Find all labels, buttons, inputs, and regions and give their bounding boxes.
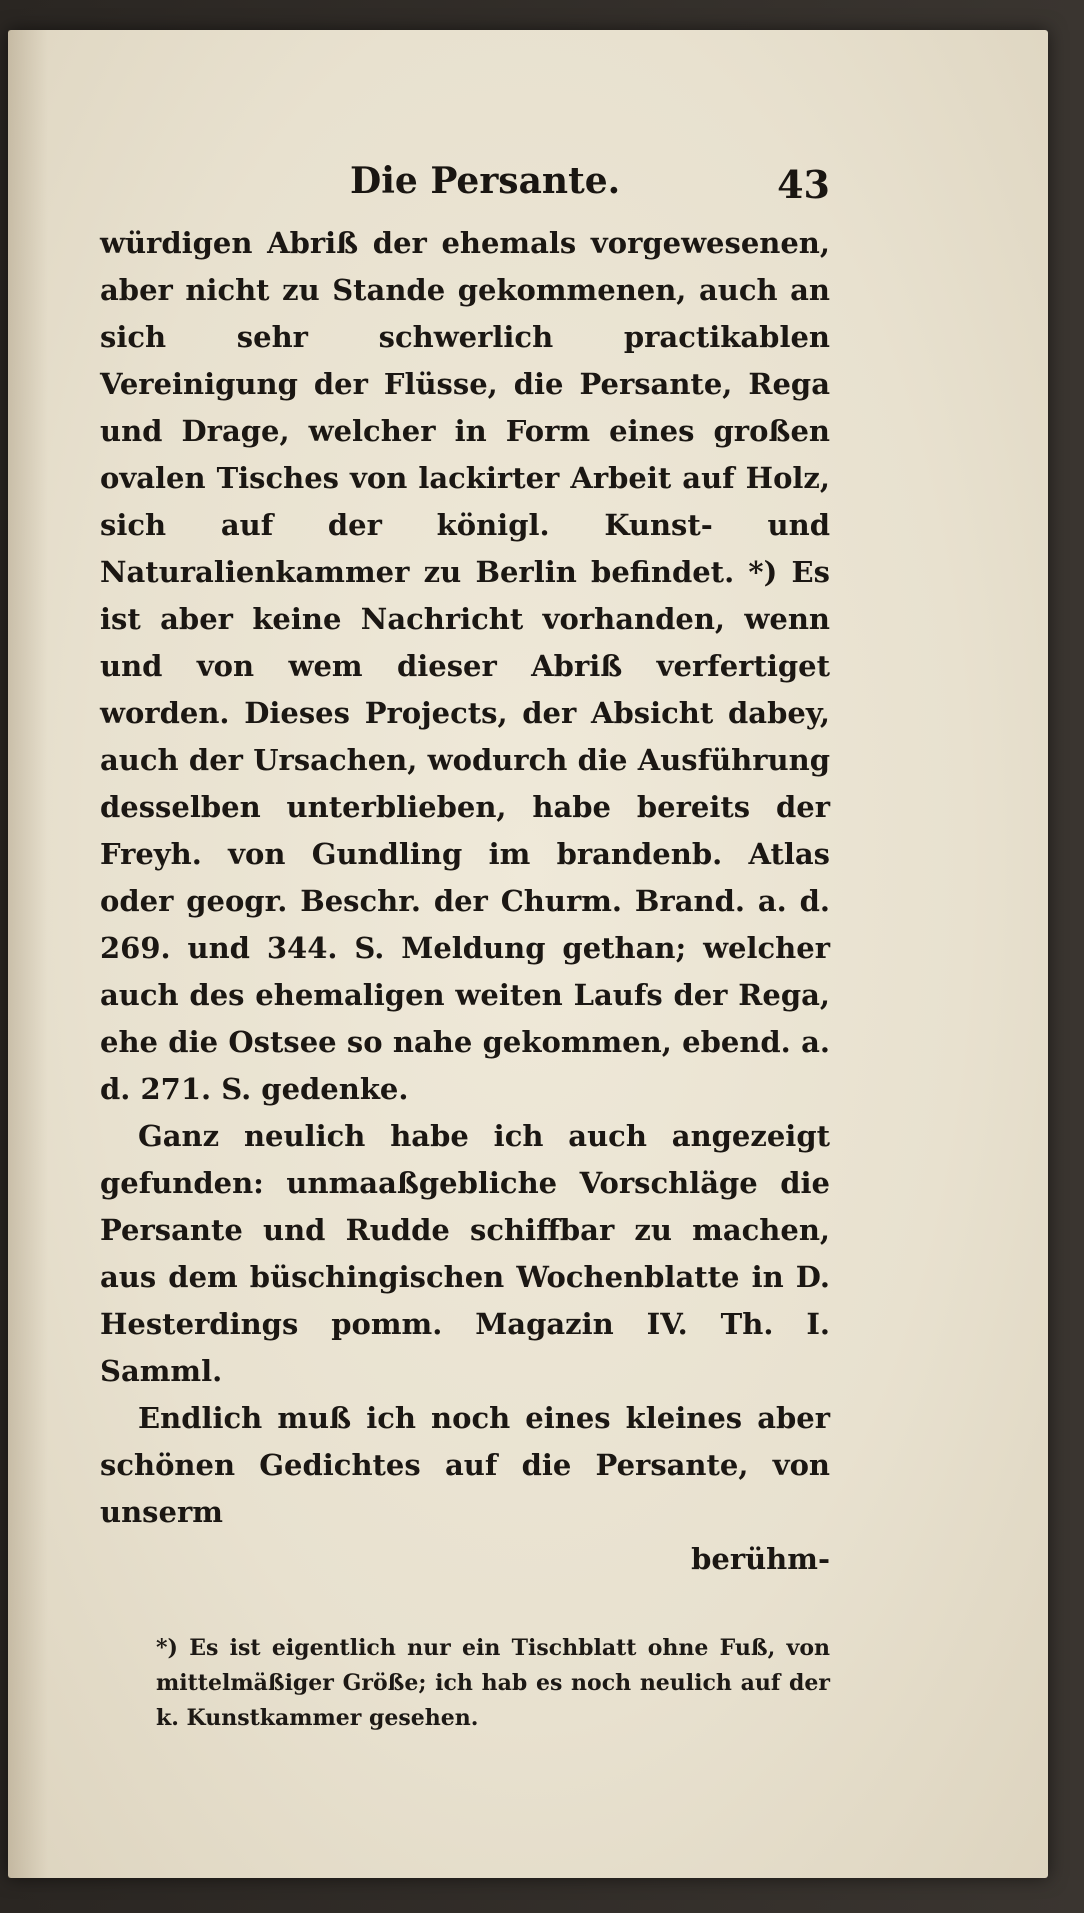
book-page bbox=[8, 30, 1048, 1878]
paragraph-2: Ganz neulich habe ich auch angezeigt gefunden: unmaaßgebliche Vorschläge die Persante und Rudde schiffbar zu machen, aus dem büschingischen Wochenblatte in D. Hesterdings pomm. Magazin IV. Th. I. Samml. bbox=[100, 1119, 830, 1388]
footnote bbox=[100, 1631, 830, 1736]
page-number: 43 bbox=[777, 162, 830, 207]
running-head bbox=[100, 150, 830, 220]
paragraph-1: würdigen Abriß der ehemals vorgewesenen, aber nicht zu Stande gekommenen, auch an sich sehr schwerlich practikablen Vereinigung der Flüsse, die Persante, Rega und Drage, welcher in Form eines großen ovalen Tisches von lackirter Arbeit auf Holz, sich auf der königl. Kunst- und Naturalienkammer zu Berlin befindet. *) Es ist aber keine Nachricht vorhanden, wenn und von wem dieser Abriß verfertiget worden. Dieses Projects, der Absicht dabey, auch der Ursachen, wodurch die Ausführung desselben unterblieben, habe bereits der Freyh. von Gundling im brandenb. Atlas oder geogr. Beschr. der Churm. Brand. a. d. 269. und 344. S. Meldung gethan; welcher auch des ehemaligen weiten Laufs der Rega, ehe die Ostsee so nahe gekommen, ebend. a. d. 271. S. gedenke. bbox=[100, 226, 830, 1106]
catchword: berühm- bbox=[691, 1542, 830, 1576]
running-title: Die Persante. bbox=[350, 160, 621, 202]
page-gutter-shadow bbox=[8, 30, 48, 1878]
paragraph-3: Endlich muß ich noch eines kleines aber schönen Gedichtes auf die Persante, von unserm bbox=[100, 1401, 830, 1529]
page-content bbox=[100, 150, 830, 1736]
footnote-text: *) Es ist eigentlich nur ein Tischblatt ohne Fuß, von mittelmäßiger Größe; ich hab es noch neulich auf der k. Kunstkammer gesehen. bbox=[156, 1635, 830, 1731]
body-text bbox=[100, 220, 830, 1536]
